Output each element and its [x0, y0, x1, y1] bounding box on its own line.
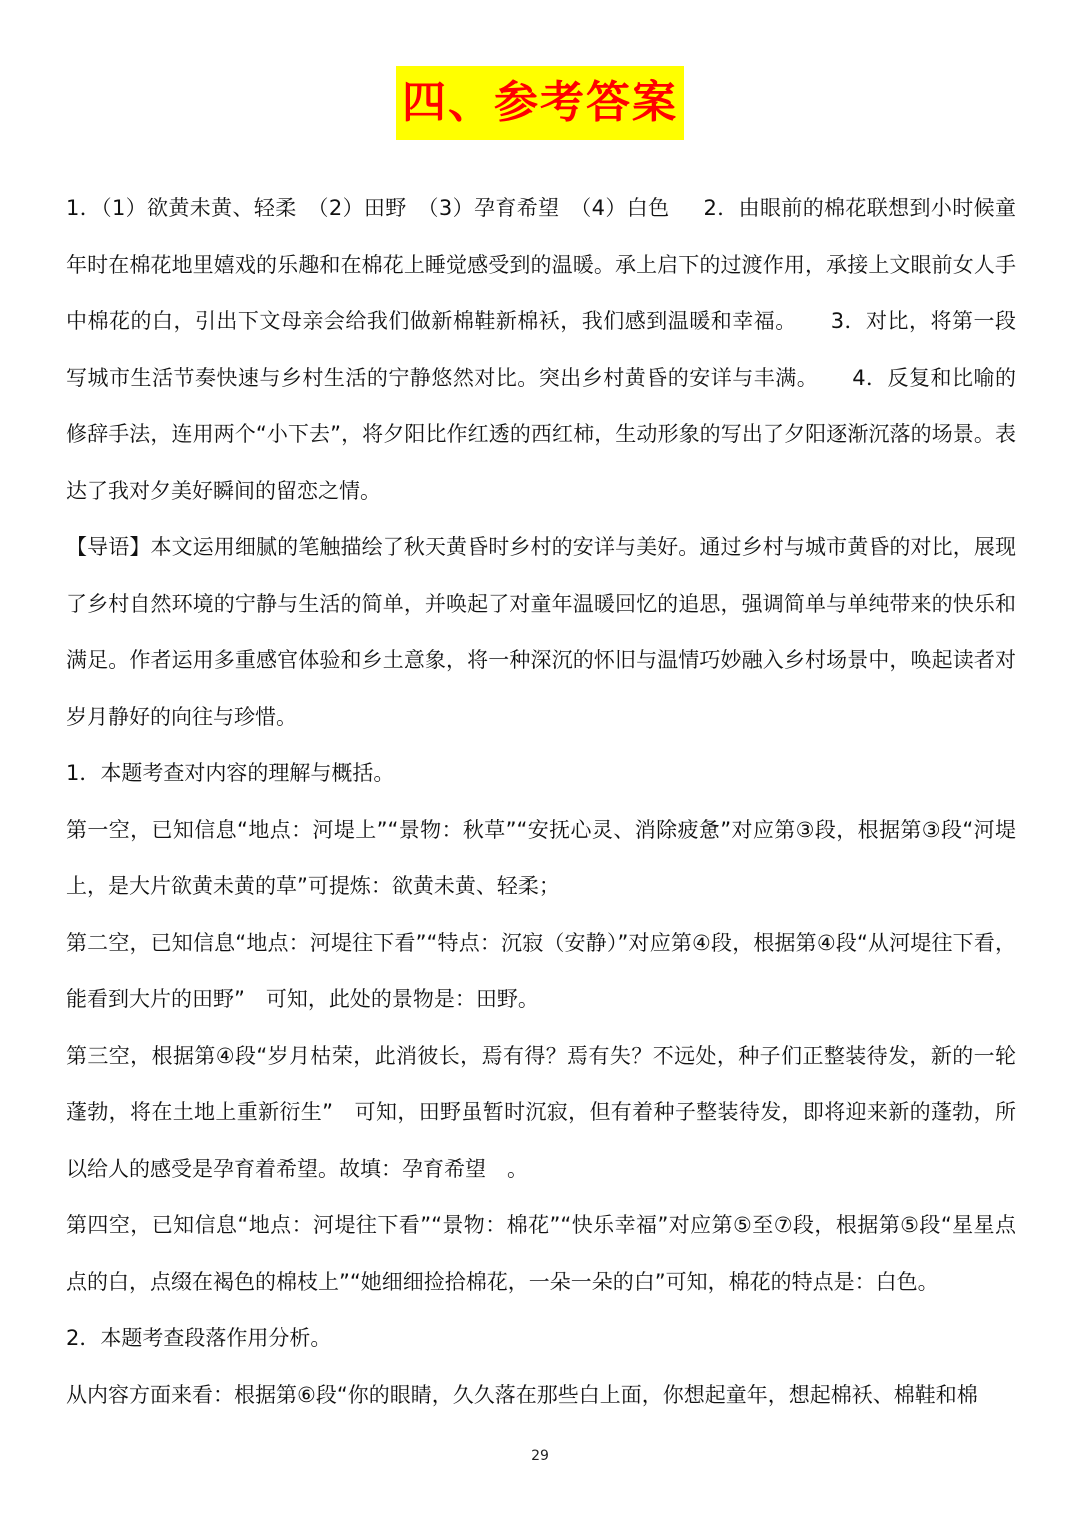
analysis-2-content: 从内容方面来看：根据第⑥段“你的眼睛，久久落在那些白上面，你想起童年，想起棉袄、棉鞋和棉 [66, 1382, 978, 1407]
analysis-1-blank-2: 第二空，已知信息“地点：河堤往下看”“特点：沉寂（安静）”对应第④段，根据第④段“从河堤往下看，能看到大片的田野” 可知，此处的景物是：田野。 [66, 930, 1016, 1011]
analysis-2-heading: 2．本题考查段落作用分析。 [66, 1326, 332, 1350]
answer-4: 4．反复和比喻的修辞手法，连用两个“小下去”，将夕阳比作红透的西红柿，生动形象的写出了夕阳逐渐沉落的场景。表达了我对夕美好瞬间的留恋之情。 [66, 365, 1016, 503]
document-body [66, 180, 1016, 1423]
page-number: 29 [531, 1448, 549, 1464]
analysis-1-blank-3: 第三空，根据第④段“岁月枯荣，此消彼长，焉有得？焉有失？不远处，种子们正整装待发，新的一轮蓬勃，将在土地上重新衍生” 可知，田野虽暂时沉寂，但有着种子整装待发，即将迎来新的蓬勃，所以给人的感受是孕育着希望。故填：孕育希望 。 [66, 1043, 1016, 1181]
title-area [0, 66, 1080, 140]
answer-2: 2．由眼前的棉花联想到小时候童年时在棉花地里嬉戏的乐趣和在棉花上睡觉感受到的温暖。承上启下的过渡作用，承接上文眼前女人手中棉花的白，引出下文母亲会给我们做新棉鞋新棉袄，我们感到温暖和幸福。 [66, 196, 1016, 333]
answers-paragraph [66, 180, 1016, 519]
answer-3: 3．对比，将第一段写城市生活节奏快速与乡村生活的宁静悠然对比。突出乡村黄昏的安详与丰满。 [66, 309, 1016, 390]
answer-1: 1．（1）欲黄未黄、轻柔 （2）田野 （3）孕育希望 （4）白色 [66, 196, 670, 220]
analysis-1-blank-4: 第四空，已知信息“地点：河堤往下看”“景物：棉花”“快乐幸福”对应第⑤至⑦段，根据第⑤段“星星点点的白，点缀在褐色的棉枝上”“她细细捡拾棉花，一朵一朵的白”可知，棉花的特点是：白色。 [66, 1213, 1016, 1294]
guide-paragraph: 【导语】本文运用细腻的笔触描绘了秋天黄昏时乡村的安详与美好。通过乡村与城市黄昏的对比，展现了乡村自然环境的宁静与生活的简单，并唤起了对童年温暖回忆的追思，强调简单与单纯带来的快乐和满足。作者运用多重感官体验和乡土意象，将一种深沉的怀旧与温情巧妙融入乡村场景中，唤起读者对岁月静好的向往与珍惜。 [66, 535, 1016, 729]
analysis-1-blank-1: 第一空，已知信息“地点：河堤上”“景物：秋草”“安抚心灵、消除疲惫”对应第③段，根据第③段“河堤上，是大片欲黄未黄的草”可提炼：欲黄未黄、轻柔； [66, 817, 1016, 898]
analysis-1-heading: 1．本题考查对内容的理解与概括。 [66, 761, 395, 785]
section-title: 四、参考答案 [396, 66, 684, 140]
